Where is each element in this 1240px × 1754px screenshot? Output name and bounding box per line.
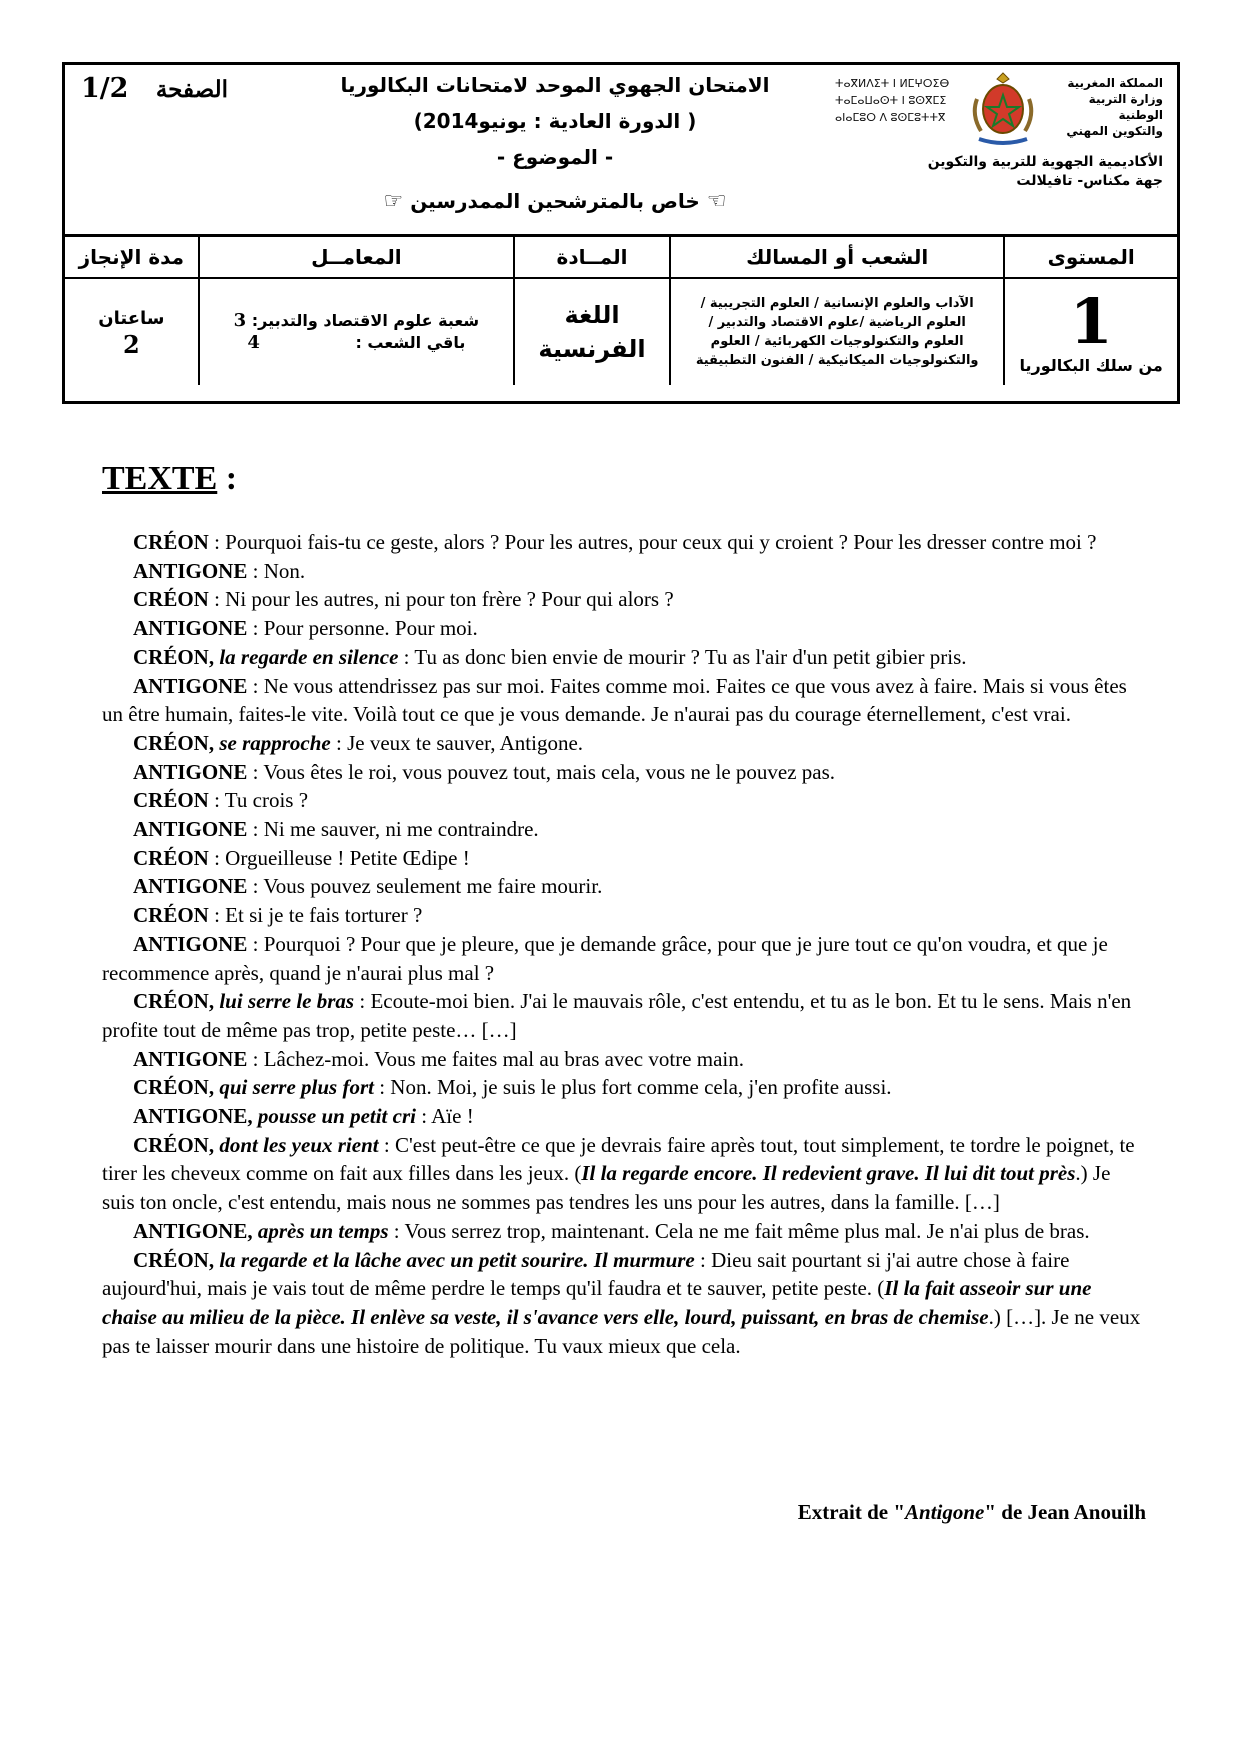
dialogue-speech: : Orgueilleuse ! Petite Œdipe ! — [208, 845, 470, 870]
dialogue-line — [102, 557, 1142, 586]
dialogue-speech: : Ne vous attendrissez pas sur moi. Faites comme moi. Faites ce que vous avez à faire. Mais si vous êtes un être humain, faites-le vite. Voilà tout ce que je vous demande. Je n'aurai pas du courage éternellement, c'est vrai. — [102, 673, 1127, 727]
candidates-line — [335, 189, 775, 214]
region-line: جهة مكناس- تافيلالت — [1016, 173, 1163, 189]
dialogue-speech: : Ni pour les autres, ni pour ton frère ? Pour qui alors ? — [208, 587, 674, 612]
text-title-word: TEXTE — [102, 460, 218, 497]
dialogue-line — [102, 585, 1142, 614]
header-top — [65, 65, 1177, 237]
speaker-name: CRÉON — [133, 989, 209, 1014]
table-body-row — [65, 278, 1177, 385]
speaker-name: CRÉON — [133, 587, 209, 612]
stage-direction: Il la regarde encore. Il redevient grave. Il lui dit tout près — [581, 1161, 1076, 1186]
subject-label: - الموضوع - — [496, 145, 614, 169]
dialogue-speech: : Pourquoi fais-tu ce geste, alors ? Pour les autres, pour ceux qui y croient ? Pour les dresser contre moi ? — [208, 530, 1097, 554]
header-branches: الشعب أو المسالك — [670, 237, 1004, 278]
level-number: 1 — [1069, 284, 1113, 358]
stage-direction: la regarde en silence — [219, 644, 399, 669]
exam-header-frame — [62, 62, 1180, 404]
dialogue-speech: : Tu as donc bien envie de mourir ? Tu as l'air d'un petit gibier pris. — [398, 644, 967, 669]
branch-line: العلوم والتكنولوجيات الكهربائية / العلوم — [710, 334, 964, 349]
speaker-name: CRÉON — [133, 788, 209, 813]
source-prefix: Extrait de " — [797, 1500, 906, 1524]
academy-line: الأكاديمية الجهوية للتربية والتكوين — [927, 154, 1163, 170]
coat-of-arms-icon — [969, 69, 1037, 149]
level-cell — [1004, 278, 1177, 385]
dialogue-line — [102, 758, 1142, 787]
coefficient-line — [200, 310, 513, 332]
kingdom-line: المملكة المغربية — [1067, 76, 1163, 90]
pointing-hand-icon: ☞ — [383, 189, 404, 214]
dialogue-speech: : Vous serrez trop, maintenant. Cela ne me fait même plus mal. Je n'ai plus de bras. — [388, 1218, 1090, 1243]
speaker-name: ANTIGONE — [133, 1104, 248, 1129]
stage-direction: Il la fait asseoir sur une chaise au milieu de la pièce. Il enlève sa veste, il s'avance vers elle, lourd, puissant, en bras de chemise — [102, 1276, 1092, 1329]
table-header-row — [65, 237, 1177, 278]
ministry-name — [1043, 75, 1163, 139]
dialogue-speech: : C'est peut-être ce que je devrais faire après tout, tout simplement, te tordre le poignet, te tirer les cheveux comme on fait aux filles dans les jeux. ( — [102, 1132, 1135, 1186]
dialogue-speech: : Et si je te fais torturer ? — [208, 903, 423, 928]
coefficient-label: شعبة علوم الاقتصاد والتدبير: — [251, 311, 480, 330]
duration-text: ساعتان — [98, 308, 165, 329]
dialogue-speech: : Pour personne. Pour moi. — [247, 616, 478, 641]
speaker-comma: , — [208, 1075, 220, 1100]
text-source — [798, 1500, 1146, 1525]
speaker-name: ANTIGONE — [133, 1218, 248, 1243]
stage-direction: se rapproche — [219, 730, 331, 755]
dialogue-speech: .) […]. Je ne veux pas te laisser mourir dans une histoire de politique. Tu vaux mieux que cela. — [102, 1304, 1141, 1358]
speaker-name: CRÉON — [133, 903, 209, 928]
page-indicator — [81, 73, 228, 104]
dialogue-line — [102, 786, 1142, 815]
header-coefficient: المعامــل — [199, 237, 514, 278]
speaker-name: ANTIGONE — [133, 616, 248, 641]
source-suffix: " de Jean Anouilh — [984, 1500, 1146, 1524]
subject-line: اللغة — [564, 301, 620, 329]
dialogue-line — [102, 1102, 1142, 1131]
speaker-name: CRÉON — [133, 845, 209, 870]
speaker-name: ANTIGONE — [133, 1046, 248, 1071]
dialogue-text — [102, 528, 1142, 1360]
header-duration: مدة الإنجاز — [65, 237, 199, 278]
dialogue-line — [102, 643, 1142, 672]
dialogue-line — [102, 901, 1142, 930]
speaker-comma: , — [208, 1247, 220, 1272]
source-work: Antigone — [905, 1500, 985, 1524]
speaker-name: ANTIGONE — [133, 759, 248, 784]
dialogue-line — [102, 987, 1142, 1044]
coefficient-label: باقي الشعب : — [355, 333, 466, 352]
academy-name — [843, 153, 1163, 191]
dialogue-speech: : Lâchez-moi. Vous me faites mal au bras avec votre main. — [247, 1046, 744, 1071]
dialogue-line — [102, 1217, 1142, 1246]
stage-direction: pousse un petit cri — [257, 1104, 416, 1129]
amazigh-line: ⴰⵏⴰⵎⵓⵔ ⴷ ⵓⵙⵎⵓⵜⵜⴳ — [835, 111, 946, 124]
speaker-name: ANTIGONE — [133, 673, 248, 698]
stage-direction: la regarde et la lâche avec un petit sourire. Il murmure — [219, 1247, 695, 1272]
speaker-comma: , — [208, 730, 220, 755]
dialogue-line — [102, 672, 1142, 729]
exam-info-table — [65, 237, 1177, 385]
speaker-name: CRÉON — [133, 1247, 209, 1272]
dialogue-speech: : Ni me sauver, ni me contraindre. — [247, 817, 539, 842]
dialogue-line — [102, 614, 1142, 643]
dialogue-speech: : Tu crois ? — [208, 788, 309, 813]
amazigh-line: ⵜⴰⵎⴰⵡⴰⵙⵜ ⵏ ⵓⵙⴳⵎⵉ — [835, 94, 947, 107]
stage-direction: qui serre plus fort — [219, 1075, 374, 1100]
dialogue-line — [102, 815, 1142, 844]
dialogue-line — [102, 844, 1142, 873]
dialogue-line — [102, 872, 1142, 901]
dialogue-line — [102, 1045, 1142, 1074]
coefficient-value: 3 — [233, 310, 247, 331]
dialogue-line — [102, 528, 1142, 557]
header-level: المستوى — [1004, 237, 1177, 278]
pointing-hand-icon: ☜ — [706, 189, 727, 214]
dialogue-line — [102, 1246, 1142, 1361]
kingdom-line: وزارة التربية الوطنية — [1088, 92, 1163, 122]
speaker-name: CRÉON — [133, 1132, 209, 1157]
header-subject: المــادة — [514, 237, 670, 278]
dialogue-speech: : Je veux te sauver, Antigone. — [330, 730, 584, 755]
subject-line: الفرنسية — [538, 335, 646, 363]
coefficient-line — [200, 332, 513, 354]
text-title-colon: : — [217, 460, 238, 497]
page-label: الصفحة — [155, 76, 228, 103]
stage-direction: après un temps — [257, 1218, 389, 1243]
dialogue-speech: : Non. — [247, 558, 306, 583]
amazigh-ministry — [835, 75, 955, 126]
speaker-comma: , — [247, 1104, 258, 1129]
stage-direction: lui serre le bras — [219, 989, 355, 1014]
speaker-name: ANTIGONE — [133, 558, 248, 583]
speaker-name: CRÉON — [133, 1075, 209, 1100]
duration-number: 2 — [123, 330, 140, 359]
dialogue-line — [102, 1073, 1142, 1102]
subject-cell — [514, 278, 670, 385]
branch-line: والتكنولوجيات الميكانيكية / الفنون التطبيقية — [695, 353, 979, 368]
exam-title: الامتحان الجهوي الموحد لامتحانات البكالوريا — [340, 73, 770, 97]
exam-session: ( الدورة العادية : يونيو2014) — [413, 109, 697, 133]
dialogue-line — [102, 1131, 1142, 1217]
dialogue-speech: : Non. Moi, je suis le plus fort comme cela, j'en profite aussi. — [373, 1075, 892, 1100]
page-number: 1/2 — [81, 73, 129, 104]
dialogue-speech: .) Je suis ton oncle, c'est entendu, mais nous ne sommes pas tendres les uns pour les autres, dans la famille. […] — [102, 1161, 1111, 1215]
level-text: من سلك البكالوريا — [1019, 355, 1163, 375]
speaker-name: CRÉON — [133, 644, 209, 669]
speaker-comma: , — [208, 1132, 220, 1157]
dialogue-speech: : Vous pouvez seulement me faire mourir. — [247, 874, 603, 899]
candidates-text: خاص بالمترشحين الممدرسين — [410, 189, 700, 213]
dialogue-speech: : Pourquoi ? Pour que je pleure, que je demande grâce, pour que je jure tout ce qu'on voudra, et que je recommence après, quand je n'aurai plus mal ? — [102, 931, 1108, 985]
speaker-comma: , — [247, 1218, 258, 1243]
stage-direction: dont les yeux rient — [219, 1132, 379, 1157]
speaker-name: ANTIGONE — [133, 931, 248, 956]
speaker-name: ANTIGONE — [133, 874, 248, 899]
dialogue-line — [102, 930, 1142, 987]
speaker-name: ANTIGONE — [133, 817, 248, 842]
speaker-name: CRÉON — [133, 730, 209, 755]
dialogue-speech: : Aïe ! — [415, 1104, 474, 1129]
branch-line: العلوم الرياضية /علوم الاقتصاد والتدبير / — [708, 315, 966, 330]
dialogue-speech: : Dieu sait pourtant si j'ai autre chose à faire aujourd'hui, mais je vais tout de même perdre le temps qu'il faudra et te sauver, petite peste. ( — [102, 1247, 1070, 1301]
kingdom-line: والتكوين المهني — [1066, 124, 1163, 138]
text-title — [102, 460, 237, 498]
coefficient-cell — [199, 278, 514, 385]
dialogue-speech: : Ecoute-moi bien. J'ai le mauvais rôle, c'est entendu, et tu as le bon. Et tu le sens. Mais n'en profite tout de même pas trop, petite peste… […] — [102, 989, 1132, 1042]
speaker-name: CRÉON — [133, 530, 209, 554]
coefficient-value: 4 — [247, 332, 260, 353]
branches-cell — [670, 278, 1004, 385]
amazigh-line: ⵜⴰⴳⵍⴷⵉⵜ ⵏ ⵍⵎⵖⵔⵉⴱ — [835, 77, 950, 90]
speaker-comma: , — [208, 989, 220, 1014]
speaker-comma: , — [208, 644, 220, 669]
dialogue-speech: : Vous êtes le roi, vous pouvez tout, mais cela, vous ne le pouvez pas. — [247, 759, 836, 784]
branch-line: الآداب والعلوم الإنسانية / العلوم التجريبية / — [700, 296, 974, 311]
dialogue-line — [102, 729, 1142, 758]
duration-cell — [65, 278, 199, 385]
